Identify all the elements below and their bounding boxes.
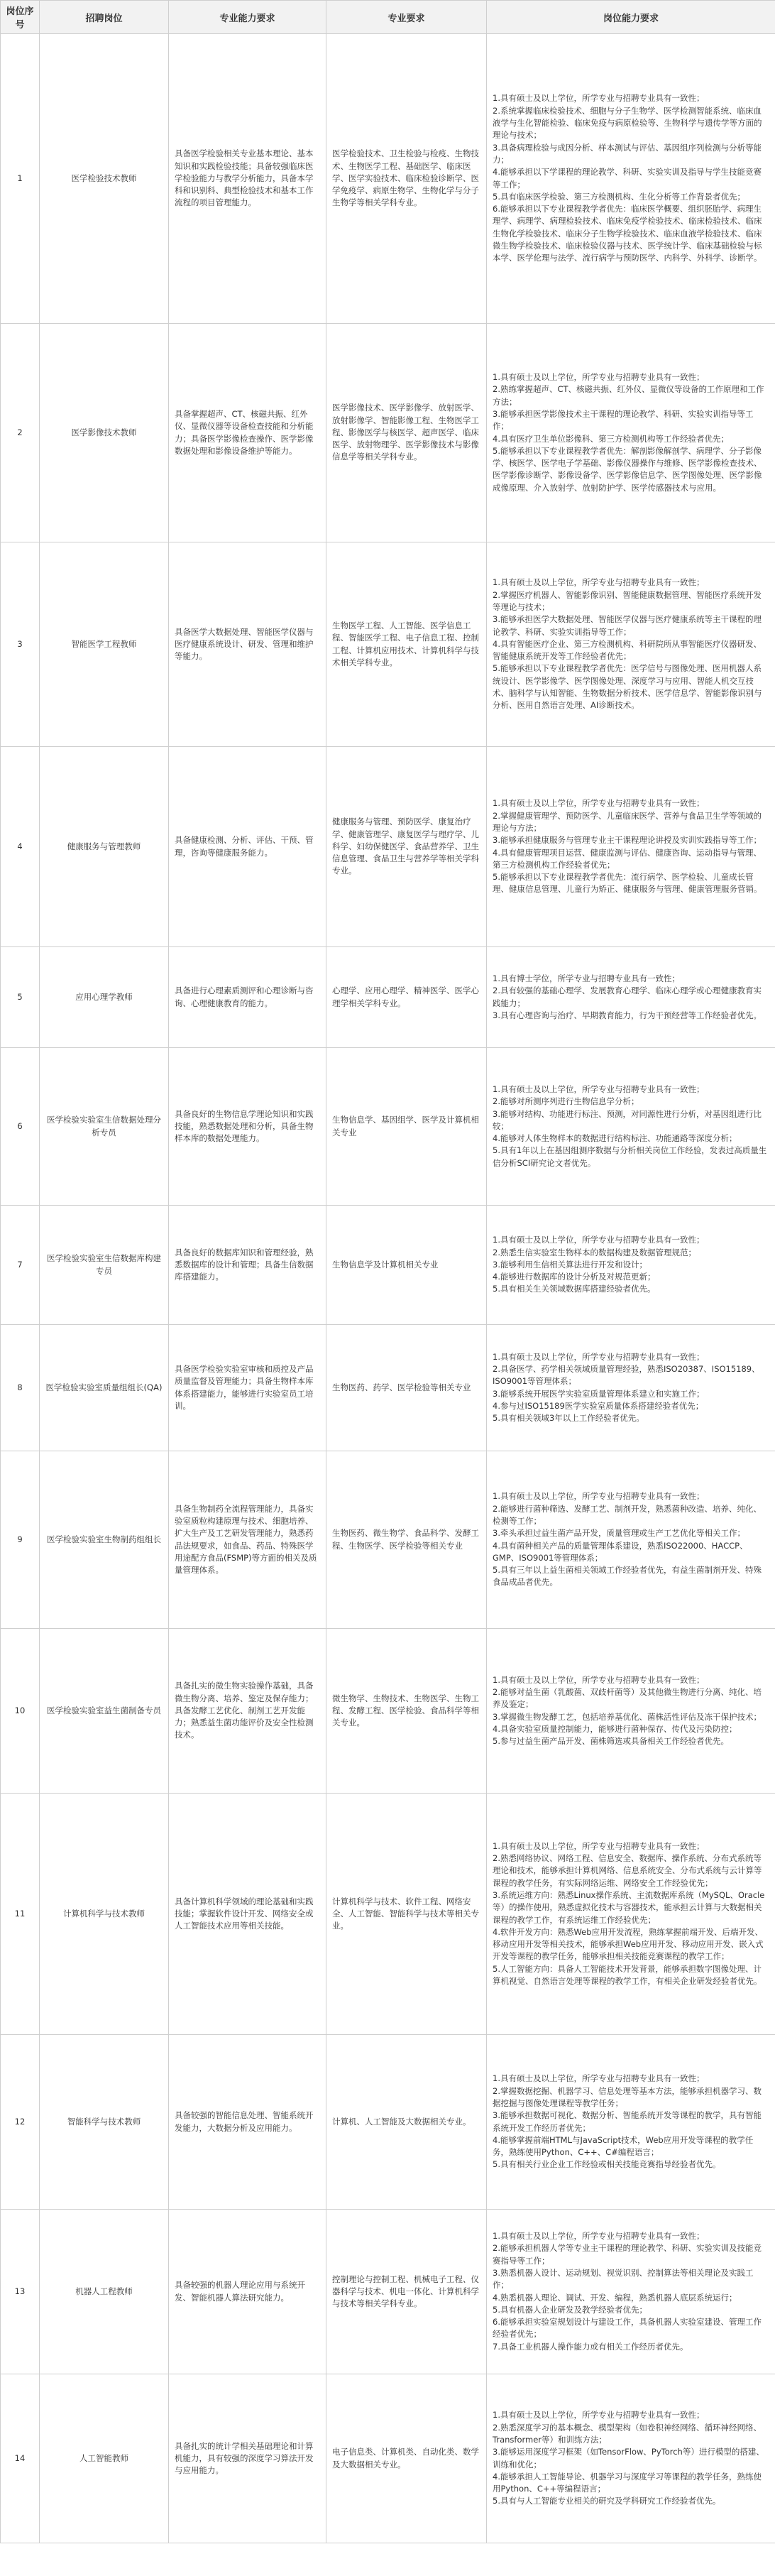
position-requirements <box>487 1325 775 1451</box>
requirement-item: 2.能够对益生菌（乳酸菌、双歧杆菌等）及其他微生物进行分离、纯化、培养及鉴定； <box>493 1686 762 1710</box>
job-title: 健康服务与管理教师 <box>40 747 169 947</box>
requirement-list <box>493 2409 769 2507</box>
requirement-list <box>493 973 769 1022</box>
job-title: 计算机科学与技术教师 <box>40 1794 169 2035</box>
requirement-item: 4.具备实验室质量控制能力，能够进行菌种保存、传代及污染防控； <box>493 1723 737 1734</box>
position-requirements <box>487 324 775 542</box>
header-major: 专业要求 <box>326 1 487 34</box>
requirement-item: 5.具有1年以上在基因组测序数据与分析相关岗位工作经验，发表过高质量生信分析SCI研究论文者优先。 <box>493 1145 767 1168</box>
requirement-item: 2.熟练掌握超声、CT、核磁共振、红外仪、显微仪等设备的工作原理和工作方法； <box>493 384 764 407</box>
requirement-item: 2.系统掌握临床检验技术、细胞与分子生物学、医学检测智能系统、临床血液学与生化智能检验、临床免疫与病原检验等、生物科学与遗传学等方面的理论与技术； <box>493 105 762 141</box>
job-title: 医学检验技术教师 <box>40 34 169 324</box>
job-title: 医学检验实验室益生菌制备专员 <box>40 1629 169 1794</box>
major-requirement: 健康服务与管理、预防医学、康复治疗学、健康管理学、康复医学与理疗学、儿科学、妇幼保健医学、食品营养学、卫生信息管理、食品卫生与营养学等相关学科专业。 <box>326 747 487 947</box>
table-row <box>1 34 775 324</box>
ability-requirement: 具备掌握超声、CT、核磁共振、红外仪、显微仪器等设备检查技能和分析能力；具备医学影像检查操作、医学影像数据处理和影像设备维护等能力。 <box>169 324 326 542</box>
requirement-item: 4.能够对人体生物样本的数据进行结构标注、功能通路等深度分析； <box>493 1133 737 1144</box>
requirement-item: 1.具有硕士及以上学位，所学专业与招聘专业具有一致性； <box>493 1084 705 1094</box>
ability-requirement: 具备医学检验相关专业基本理论、基本知识和实践检验技能；具备较强临床医学检验能力与教学分析能力，具备本学科和识别科、典型检验技术和基本工作流程的项目管理能力。 <box>169 34 326 324</box>
requirement-item: 2.掌握数据挖掘、机器学习、信息处理等基本方法，能够承担机器学习、数据挖掘与图像处理课程等教学任务； <box>493 2085 762 2108</box>
major-requirement: 计算机科学与技术、软件工程、网络安全、人工智能、智能科学与技术等相关专业。 <box>326 1794 487 2035</box>
requirement-item: 3.熟悉机器人设计、运动规划、视觉识别、控制算法等相关理论及实践工作； <box>493 2267 754 2291</box>
requirement-item: 2.熟悉深度学习的基本概念、模型架构（如卷积神经网络、循环神经网络、Transformer等）和训练方法； <box>493 2422 762 2445</box>
requirement-item: 6.能够承担实验室规划设计与建设工作，具备机器人实验室建设、管理工作经验者优先； <box>493 2317 762 2340</box>
row-number: 12 <box>1 2035 40 2210</box>
ability-requirement: 具备较强的机器人理论应用与系统开发、智能机器人算法研究能力。 <box>169 2210 326 2374</box>
requirement-item: 2.熟悉生信实验室生物样本的数据构建及数据管理规范； <box>493 1247 696 1257</box>
position-requirements <box>487 747 775 947</box>
requirement-item: 1.具有硕士及以上学位，所学专业与招聘专业具有一致性； <box>493 1235 705 1245</box>
requirement-list <box>493 1234 769 1295</box>
requirement-item: 1.具有硕士及以上学位，所学专业与招聘专业具有一致性； <box>493 1840 705 1851</box>
requirement-item: 5.人工智能方向：具备人工智能技术开发背景，能够承担数字图像处理、计算机视觉、自然语言处理等课程的教学工作，有相关企业研发经验者优先。 <box>493 1963 762 1986</box>
table-row <box>1 1451 775 1629</box>
requirement-list <box>493 577 769 711</box>
row-number: 1 <box>1 34 40 324</box>
row-number: 3 <box>1 542 40 747</box>
requirement-list <box>493 1490 769 1588</box>
major-requirement: 控制理论与控制工程、机械电子工程、仪器科学与技术、机电一体化、计算机科学与技术等相关学科专业。 <box>326 2210 487 2374</box>
position-requirements <box>487 1451 775 1629</box>
table-body <box>1 34 775 2543</box>
ability-requirement: 具备良好的生物信息学理论知识和实践技能，熟悉数据处理和分析，具备生物样本库的数据处理能力。 <box>169 1048 326 1206</box>
requirement-item: 3.能够承担数据可视化、数据分析、智能系统开发等课程的教学，具有智能系统开发工作经历者优先； <box>493 2110 762 2133</box>
job-title: 人工智能教师 <box>40 2374 169 2543</box>
table-row <box>1 747 775 947</box>
position-requirements <box>487 1794 775 2035</box>
job-title: 智能医学工程教师 <box>40 542 169 747</box>
requirement-item: 5.具有相关生关领域数据库搭建经验者优先。 <box>493 1284 656 1294</box>
table-row <box>1 1629 775 1794</box>
table-row <box>1 2374 775 2543</box>
row-number: 4 <box>1 747 40 947</box>
requirement-list <box>493 2230 769 2353</box>
row-number: 2 <box>1 324 40 542</box>
requirement-item: 2.具备医学、药学相关领域质量管理经验，熟悉ISO20387、ISO15189、ISO9001等管理体系； <box>493 1363 760 1387</box>
ability-requirement: 具备计算机科学领域的理论基础和实践技能；掌握软件设计开发、网络安全或人工智能技术应用等相关技能。 <box>169 1794 326 2035</box>
position-requirements <box>487 1206 775 1325</box>
requirement-list <box>493 371 769 494</box>
requirement-item: 3.掌握微生物发酵工艺，包括培养基优化、菌株活性评估及冻干保护技术； <box>493 1711 762 1722</box>
requirement-item: 5.能够承担以下专业课程教学者优先：解剖影像解剖学、病理学、分子影像学、核医学、医学电子学基础、影像仪器操作与维修、医学影像检查技术、医学影像诊断学、影像设备学、医学影像信息学、医学图像处理、医学影像成像原理、介入放射学、放射防护学、医学传感器技术与应用。 <box>493 445 762 493</box>
row-number: 14 <box>1 2374 40 2543</box>
requirement-item: 2.掌握健康管理学、预防医学、儿童临床医学、营养与食品卫生学等领域的理论与方法； <box>493 810 762 833</box>
position-requirements <box>487 2210 775 2374</box>
ability-requirement: 具备扎实的微生物实验操作基础，具备微生物分离、培养、鉴定及保存能力；具备发酵工艺优化、制剂工艺开发能力；熟悉益生菌功能评价及安全性检测技术。 <box>169 1629 326 1794</box>
requirement-item: 5.能够承担以下专业课程教学者优先：医学信号与图像处理、医用机器人系统设计、医学影像学、医学图像处理、深度学习与应用、智能人机交互技术、脑科学与认知智能、生物数据分析技术、医学信息学、智能影像识别与分析、医用自然语言处理、AI诊断技术。 <box>493 663 762 711</box>
job-title: 医学影像技术教师 <box>40 324 169 542</box>
position-requirements <box>487 2374 775 2543</box>
position-requirements <box>487 947 775 1048</box>
requirement-item: 1.具有硕士及以上学位，所学专业与招聘专业具有一致性； <box>493 798 705 809</box>
requirement-item: 4.能够进行数据库的设计分析及对规范更新； <box>493 1272 656 1282</box>
table-row <box>1 2210 775 2374</box>
ability-requirement: 具备扎实的统计学相关基础理论和计算机能力，具有较强的深度学习算法开发与应用能力。 <box>169 2374 326 2543</box>
major-requirement: 生物医学工程、人工智能、医学信息工程、智能医学工程、电子信息工程、控制工程、计算机应用技术、计算机科学与技术相关学科专业。 <box>326 542 487 747</box>
requirement-list <box>493 2073 769 2171</box>
requirement-item: 5.具有机器人企业研发及教学经验者优先； <box>493 2304 647 2315</box>
header-row <box>1 1 775 34</box>
job-title: 智能科学与技术教师 <box>40 2035 169 2210</box>
position-requirements <box>487 2035 775 2210</box>
table-row <box>1 324 775 542</box>
requirement-item: 3.能够承担医学影像技术主干课程的理论教学、科研、实验实训指导等工作； <box>493 408 754 432</box>
requirement-item: 3.能够承担医学大数据处理、智能医学仪器与医疗健康系统等主干课程的理论教学、科研、实验实训指导等工作； <box>493 614 762 637</box>
table-row <box>1 1206 775 1325</box>
row-number: 9 <box>1 1451 40 1629</box>
position-requirements <box>487 1629 775 1794</box>
requirement-list <box>493 797 769 895</box>
major-requirement: 微生物学、生物技术、生物医学、生物工程、发酵工程、医学检验、食品科学等相关专业。 <box>326 1629 487 1794</box>
ability-requirement: 具备较强的智能信息处理、智能系统开发能力，大数据分析及应用能力。 <box>169 2035 326 2210</box>
major-requirement: 生物医药、药学、医学检验等相关专业 <box>326 1325 487 1451</box>
requirement-item: 2.掌握医疗机器人、智能影像识别、智能健康数据管理、智能医疗系统开发等理论与技术； <box>493 589 762 612</box>
header-no: 岗位序号 <box>1 1 40 34</box>
requirement-item: 1.具有硕士及以上学位，所学专业与招聘专业具有一致性； <box>493 2073 705 2084</box>
major-requirement: 电子信息类、计算机类、自动化类、数学及大数据相关专业。 <box>326 2374 487 2543</box>
row-number: 8 <box>1 1325 40 1451</box>
ability-requirement: 具备医学检验实验室审核和质控及产品质量监督及管理能力；具备生物样本库体系搭建能力，能够进行实验室员工培训。 <box>169 1325 326 1451</box>
requirement-item: 4.软件开发方向：熟悉Web应用开发流程，熟练掌握前端开发、后端开发、移动应用开发等相关技术，能够承担Web应用开发、移动应用开发、嵌入式开发等课程的教学任务，能够承担相关技能竞赛课程的教学工作； <box>493 1926 764 1962</box>
requirement-item: 4.具有智能医疗企业、第三方检测机构、科研院所从事智能医疗仪器研发、智能健康系统开发等工作经验者优先； <box>493 638 762 662</box>
job-title: 医学检验实验室质量组组长(QA) <box>40 1325 169 1451</box>
job-title: 医学检验实验室生物制药组组长 <box>40 1451 169 1629</box>
requirement-item: 1.具有硕士及以上学位，所学专业与招聘专业具有一致性； <box>493 2410 705 2421</box>
position-requirements <box>487 1048 775 1206</box>
job-title: 医学检验实验室生信数据处理分析专员 <box>40 1048 169 1206</box>
requirement-item: 2.能够承担机器人学等专业主干课程的理论教学、科研、实验实训及技能竞赛指导等工作； <box>493 2243 762 2266</box>
requirement-item: 4.能够掌握前端HTML与JavaScript技术，Web应用开发等课程的教学任务，熟练使用Python、C++、C#编程语言； <box>493 2134 754 2158</box>
requirement-item: 5.具有临床医学检验、第三方检测机构、生化分析等工作背景者优先； <box>493 191 745 202</box>
major-requirement: 心理学、应用心理学、精神医学、医学心理学相关学科专业。 <box>326 947 487 1048</box>
requirement-item: 6.能够承担以下专业课程教学者优先：临床医学概要、组织胚胎学、病理生理学、病理学、病理检验技术、临床免疫学检验技术、临床检验技术、临床生物化学检验技术、临床分子生物学检验技术、临床血液学检验技术、临床微生物学检验技术、临床检验仪器与技术、医学统计学、临床基础检验与标本学、医学伦理与法学、流行病学与预防医学、内科学、外科学、诊断学。 <box>493 204 762 263</box>
requirement-item: 3.能够系统开展医学实验室质量管理体系建立和实施工作； <box>493 1388 705 1399</box>
header-title: 招聘岗位 <box>40 1 169 34</box>
position-requirements <box>487 34 775 324</box>
major-requirement: 医学影像技术、医学影像学、放射医学、放射影像学、智能影像工程、生物医学工程、影像医学与核医学、超声医学、临床医学、放射物理学、医学影像技术与影像信息学等相关学科专业。 <box>326 324 487 542</box>
position-requirements <box>487 542 775 747</box>
requirement-item: 5.具有三年以上益生菌相关领域工作经验者优先，有益生菌制剂开发、特殊食品成品者优先。 <box>493 1565 762 1588</box>
requirement-list <box>493 1084 769 1169</box>
requirement-item: 3.牵头承担过益生菌产品开发，质量管理或生产工艺优化等相关工作； <box>493 1528 745 1539</box>
requirement-item: 3.具有心理咨询与治疗、早期教育能力，行为干预经营等工作经验者优先。 <box>493 1010 762 1020</box>
ability-requirement: 具备医学大数据处理、智能医学仪器与医疗健康系统设计、研发、管理和维护等能力。 <box>169 542 326 747</box>
ability-requirement: 具备进行心理素质测评和心理诊断与咨询、心理健康教育的能力。 <box>169 947 326 1048</box>
table-row <box>1 1325 775 1451</box>
requirement-item: 1.具有硕士及以上学位，所学专业与招聘专业具有一致性； <box>493 372 705 383</box>
job-title: 机器人工程教师 <box>40 2210 169 2374</box>
requirement-item: 4.能够承担人工智能导论、机器学习与深度学习等课程的教学任务，熟练使用Python、C++等编程语言； <box>493 2471 762 2494</box>
major-requirement: 医学检验技术、卫生检验与检疫、生物技术、生物医学工程、基础医学、临床医学、医学实验技术、临床检验诊断学、医学免疫学、病原生物学、生物化学与分子生物学等相关学科专业。 <box>326 34 487 324</box>
major-requirement: 生物信息学及计算机相关专业 <box>326 1206 487 1325</box>
ability-requirement: 具备生物制药全流程管理能力，具备实验室质粒构建原理与技术、细胞培养、扩大生产及工艺研发管理能力，熟悉药品法规要求，如食品、药品、特殊医学用途配方食品(FSMP)等方面的相关及质量管理体系。 <box>169 1451 326 1629</box>
job-title: 应用心理学教师 <box>40 947 169 1048</box>
requirement-item: 1.具有硕士及以上学位，所学专业与招聘专业具有一致性； <box>493 1491 705 1502</box>
major-requirement: 计算机、人工智能及大数据相关专业。 <box>326 2035 487 2210</box>
row-number: 11 <box>1 1794 40 2035</box>
requirement-item: 3.能够利用生信相关算法进行开发和设计； <box>493 1259 647 1270</box>
row-number: 7 <box>1 1206 40 1325</box>
requirement-item: 3.能够运用深度学习框架（如TensorFlow、PyTorch等）进行模型的搭建、训练和优化； <box>493 2447 764 2469</box>
table-row <box>1 542 775 747</box>
requirement-item: 3.系统运维方向：熟悉Linux操作系统、主流数据库系统（MySQL、Oracle等）的操作使用，熟悉虚拟化技术与容器技术，能承担云计算与大数据相关课程的教学工作，有系统运维工作经验优先； <box>493 1889 765 1925</box>
requirement-item: 4.能够承担以下学课程的理论教学、科研、实验实训及指导与学生技能竞赛等工作； <box>493 167 762 190</box>
requirement-list <box>493 92 769 264</box>
row-number: 5 <box>1 947 40 1048</box>
requirement-item: 2.能够进行菌种筛选、发酵工艺、制剂开发，熟悉菌种改造、培养、纯化、检测等工作； <box>493 1503 762 1526</box>
major-requirement: 生物信息学、基因组学、医学及计算机相关专业 <box>326 1048 487 1206</box>
requirement-item: 7.具备工业机器人操作能力或有相关工作经历者优先。 <box>493 2341 688 2352</box>
major-requirement: 生物医药、微生物学、食品科学、发酵工程、生物医学、医学检验等相关专业 <box>326 1451 487 1629</box>
requirement-item: 5.具有相关领域3年以上工作经验者优先。 <box>493 1413 644 1424</box>
requirement-item: 1.具有硕士及以上学位，所学专业与招聘专业具有一致性； <box>493 1351 705 1362</box>
header-ability: 专业能力要求 <box>169 1 326 34</box>
requirement-item: 5.能够承担以下专业课程教学者优先：流行病学、医学检验、儿童成长管理、健康信息管理、儿童行为矫正、健康服务与管理、健康管理服务营销。 <box>493 872 762 895</box>
table-row <box>1 1794 775 2035</box>
ability-requirement: 具备良好的数据库知识和管理经验，熟悉数据库的设计和管理；具备生信数据库搭建能力。 <box>169 1206 326 1325</box>
row-number: 10 <box>1 1629 40 1794</box>
requirement-item: 5.具有相关行业企业工作经验或相关技能竞赛指导经验者优先。 <box>493 2159 721 2170</box>
requirement-item: 2.具有较强的基础心理学、发展教育心理学、临床心理学或心理健康教育实践能力； <box>493 986 762 1008</box>
requirement-item: 5.参与过益生菌产品开发、菌株筛选或具备相关工作经验者优先。 <box>493 1736 729 1747</box>
requirement-item: 1.具有硕士及以上学位，所学专业与招聘专业具有一致性； <box>493 1674 705 1685</box>
requirement-list <box>493 1674 769 1748</box>
ability-requirement: 具备健康检测、分析、评估、干预、管理，咨询等健康服务能力。 <box>169 747 326 947</box>
requirement-item: 1.具有博士学位，所学专业与招聘专业具有一致性； <box>493 973 680 983</box>
requirement-item: 4.参与过ISO15189医学实验室质量体系搭建经验者优先； <box>493 1400 704 1411</box>
table-row <box>1 2035 775 2210</box>
requirement-item: 4.熟悉机器人理论、调试、开发、编程，熟悉机器人底层系统运行； <box>493 2292 737 2303</box>
job-title: 医学检验实验室生信数据库构建专员 <box>40 1206 169 1325</box>
table-row <box>1 947 775 1048</box>
requirement-item: 1.具有硕士及以上学位，所学专业与招聘专业具有一致性； <box>493 2231 705 2242</box>
requirement-item: 5.具有与人工智能专业相关的研究及学科研究工作经验者优先。 <box>493 2496 721 2506</box>
requirement-item: 3.能够对结构、功能进行标注、预测，对同源性进行分析，对基因组进行比较； <box>493 1108 762 1131</box>
header-requirements: 岗位能力要求 <box>487 1 775 34</box>
row-number: 13 <box>1 2210 40 2374</box>
requirement-list <box>493 1840 769 1988</box>
requirement-item: 2.熟悉网络协议、网络工程、信息安全、数据库、操作系统、分布式系统等理论和技术，能够承担计算机网络、信息系统安全、分布式系统与云计算等课程的教学任务，有实际网络运维、网络安全工作经验优先； <box>493 1853 762 1888</box>
requirement-item: 4.具有菌种相关产品的质量管理体系建设，熟悉ISO22000、HACCP、GMP、ISO9001等管理体系； <box>493 1540 748 1563</box>
requirement-item: 4.具有健康管理项目运营、健康监测与评估、健康咨询、运动指导与管理、第三方检测机构工作经验者优先； <box>493 847 762 870</box>
requirement-item: 1.具有硕士及以上学位，所学专业与招聘专业具有一致性； <box>493 577 705 588</box>
row-number: 6 <box>1 1048 40 1206</box>
requirement-item: 3.能够承担健康服务与管理专业主干课程理论讲授及实训实践指导等工作； <box>493 835 762 846</box>
requirement-item: 2.能够对所测序列进行生物信息学分析； <box>493 1096 639 1107</box>
requirement-item: 4.具有医疗卫生单位影像科、第三方检测机构等工作经验者优先； <box>493 433 729 444</box>
requirement-item: 1.具有硕士及以上学位，所学专业与招聘专业具有一致性； <box>493 93 705 104</box>
table-row <box>1 1048 775 1206</box>
requirement-item: 3.具备病理检验与成因分析、样本测试与评估、基因组序列检测与分析等能力； <box>493 142 762 165</box>
requirement-list <box>493 1351 769 1425</box>
